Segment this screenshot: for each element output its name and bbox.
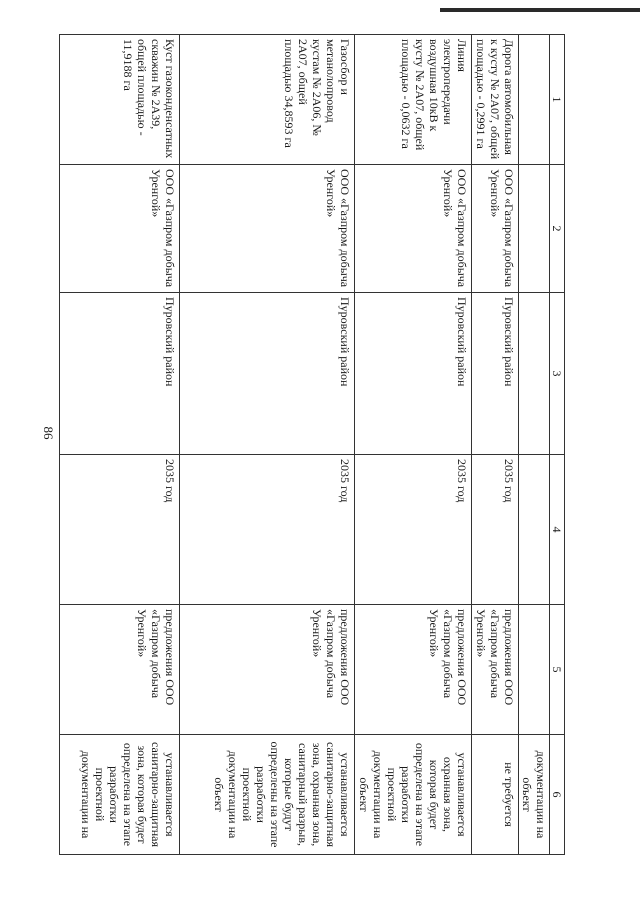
table-cell: ООО «Газпром добыча Уренгой» bbox=[180, 165, 355, 293]
objects-table bbox=[59, 34, 565, 855]
table-cell: ООО «Газпром добыча Уренгой» bbox=[472, 165, 519, 293]
table-cell: предложения ООО «Газпром добыча Уренгой» bbox=[355, 605, 472, 735]
table-cell: устанавливается охранная зона, которая будет определена на этапе разработки проектной документации на объект bbox=[355, 735, 472, 855]
column-header: 2 bbox=[550, 165, 565, 293]
table-cell: предложения ООО «Газпром добыча Уренгой» bbox=[472, 605, 519, 735]
table-cell: 2035 год bbox=[472, 455, 519, 605]
rotated-page bbox=[79, 34, 565, 854]
table-cell: Пуровский район bbox=[355, 293, 472, 455]
table-row bbox=[472, 35, 519, 855]
table-row bbox=[180, 35, 355, 855]
table-cell: Дорога автомобильная к кусту № 2А07, общей площадью - 0,2991 га bbox=[472, 35, 519, 165]
table-cell: 2035 год bbox=[355, 455, 472, 605]
page-number: 86 bbox=[41, 426, 56, 440]
table-cell: Пуровский район bbox=[472, 293, 519, 455]
table-row bbox=[60, 35, 180, 855]
table-cell: Куст газоконденсатных скважин № 2А39, общей площадью - 11,9188 га bbox=[60, 35, 180, 165]
column-header: 3 bbox=[550, 293, 565, 455]
table-cell: предложения ООО «Газпром добыча Уренгой» bbox=[180, 605, 355, 735]
table-continuation-row bbox=[519, 35, 550, 855]
column-header: 6 bbox=[550, 735, 565, 855]
table-cell: Пуровский район bbox=[180, 293, 355, 455]
column-header: 4 bbox=[550, 455, 565, 605]
table-cell: документации на объект bbox=[519, 735, 550, 855]
scan-edge-line bbox=[440, 8, 640, 12]
column-header: 5 bbox=[550, 605, 565, 735]
table-row bbox=[355, 35, 472, 855]
table-cell: Газосбор и метанолопровод кустам № 2А06, № 2А07, общей площадью 34,8593 га bbox=[180, 35, 355, 165]
table-cell: Линия электропередачи воздушная 10кВ к кусту № 2А07, общей площадью - 0,0632 га bbox=[355, 35, 472, 165]
table-cell: устанавливается санитарно-защитная зона, охранная зона, санитарный разрыв, которые будут определены на этапе разработки проектной документации на объект bbox=[180, 735, 355, 855]
table-cell: не требуется bbox=[472, 735, 519, 855]
table-cell: предложения ООО «Газпром добыча Уренгой» bbox=[60, 605, 180, 735]
table-cell: устанавливается санитарно-защитная зона, которая будет определена на этапе разработки проектной документации на bbox=[60, 735, 180, 855]
table-cell: ООО «Газпром добыча Уренгой» bbox=[60, 165, 180, 293]
table-cell: Пуровский район bbox=[60, 293, 180, 455]
table-cell: 2035 год bbox=[60, 455, 180, 605]
table-cell: 2035 год bbox=[180, 455, 355, 605]
column-header: 1 bbox=[550, 35, 565, 165]
table-header-row bbox=[550, 35, 565, 855]
table-cell: ООО «Газпром добыча Уренгой» bbox=[355, 165, 472, 293]
